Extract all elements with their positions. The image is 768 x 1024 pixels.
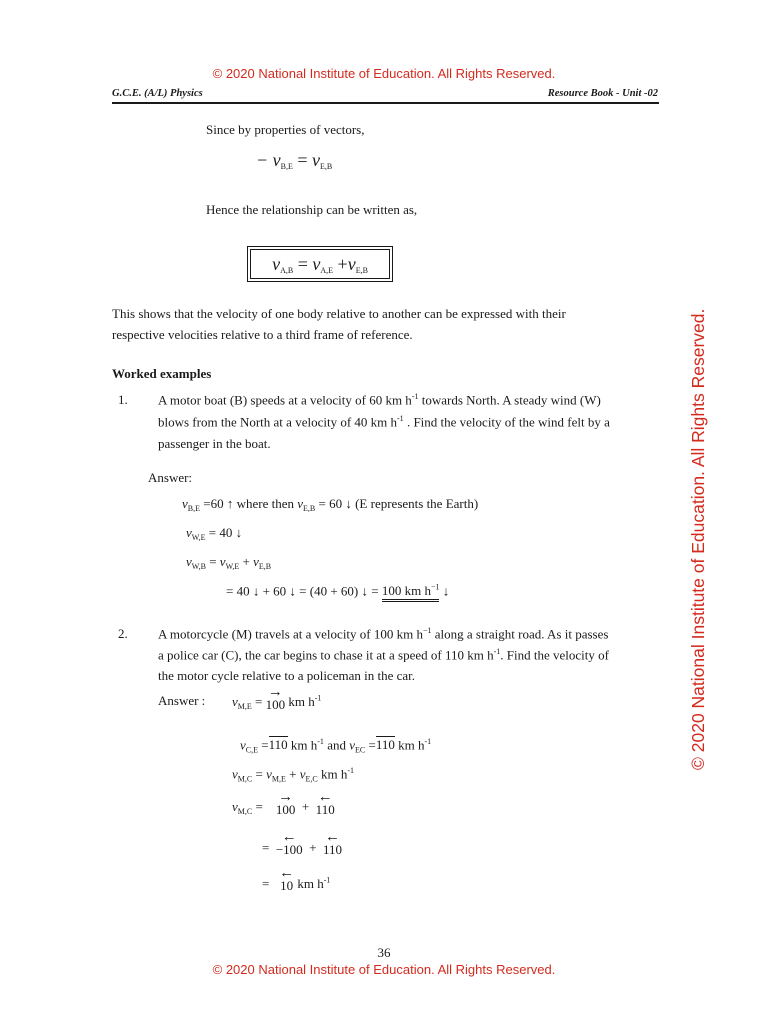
example-2-number: 2. — [118, 626, 128, 641]
equation-negative-vbe: − $v_{B,E} = v_{E,B}$ — [256, 150, 333, 171]
example-1-answer-label: Answer: — [148, 470, 193, 485]
vector-110-left: ← 110 — [315, 789, 335, 817]
intro-line-1: Since by properties of vectors, — [206, 122, 365, 137]
bottom-copyright: © 2020 National Institute of Education. All Rights Reserved. — [212, 962, 556, 977]
header-left: G.C.E. (A/L) Physics — [112, 88, 203, 99]
side-copyright: © 2020 National Institute of Education. All Rights Reserved. — [688, 308, 708, 770]
example-1-question-line-3: passenger in the boat. — [158, 436, 271, 451]
page-number: 36 — [377, 945, 391, 960]
vector-110-left: ← 110 — [323, 829, 343, 857]
example-1-answer-line-4: = 40 ↓ + 60 ↓ = (40 + 60) ↓ = 100 km $h^{-1}$ ↓ — [226, 583, 449, 599]
vector-10-left: ← 10 — [279, 865, 295, 893]
example-2-answer-label: Answer : — [158, 693, 206, 708]
example-2-question-line-3: the motor cycle relative to a policeman in the car. — [158, 668, 416, 683]
example-2-question-line-2: a police car (C), the car begins to chase it at a speed of 110 km $h^{-1}$. Find the velocity of — [158, 647, 609, 663]
example-2-line-2: $v_{C,E} =110$ km $h^{-1}$ and $v_{EC} =110$ km $h^{-1}$ — [240, 737, 432, 755]
example-2-line-1: $v_{M,E}$ = → 100 km $h^{-1}$ — [232, 684, 322, 712]
example-1-number: 1. — [118, 392, 128, 407]
example-2-line-3: $v_{M,C} = v_{M,E} + v_{E,C}$ km $h^{-1}$ — [232, 766, 355, 784]
example-1-answer-line-2: $v_{W,E} = 40$ ↓ — [186, 525, 243, 542]
example-1-answer-line-3: $v_{W,B} = v_{W,E} + v_{E,B}$ — [186, 554, 272, 571]
vector-100-right: → 100 — [275, 789, 296, 817]
intro-line-2: Hence the relationship can be written as, — [206, 202, 418, 217]
top-copyright: © 2020 National Institute of Education. All Rights Reserved. — [212, 66, 556, 81]
example-2-question-line-1: A motorcycle (M) travels at a velocity of 100 km $h^{-1}$ along a straight road. As it passes — [158, 626, 609, 642]
final-answer-underlined: 100 km $h^{-1}$ — [382, 583, 440, 602]
vector-minus-100-left: ← −100 — [275, 829, 303, 857]
header-right: Resource Book - Unit -02 — [547, 88, 658, 99]
boxed-equation: $v_{A,B} = v_{A,E} +v_{E,B}$ — [250, 249, 390, 279]
worked-examples-heading: Worked examples — [112, 366, 212, 381]
example-2-line-6: = ← 10 km $h^{-1}$ — [262, 865, 331, 893]
example-1-question-line-1: A motor boat (B) speeds at a velocity of 60 km $h^{-1}$ towards North. A steady wind (W) — [158, 392, 601, 408]
example-2-line-4: $v_{M,C}$ = → 100 + ← 110 — [232, 789, 335, 817]
header-rule — [112, 102, 659, 104]
example-1-answer-line-1: $v_{B,E} =60$ ↑ where then $v_{E,B} = 60$ ↓ (E represents the Earth) — [182, 496, 479, 513]
example-2-line-5: = ← −100 + ← 110 — [262, 829, 343, 857]
intro-paragraph-2: respective velocities relative to a third frame of reference. — [112, 327, 413, 342]
vector-100-right: → 100 — [265, 684, 286, 712]
intro-paragraph-1: This shows that the velocity of one body relative to another can be expressed with their — [112, 306, 566, 321]
example-1-question-line-2: blows from the North at a velocity of 40 km $h^{-1}$ . Find the velocity of the wind felt by a — [158, 414, 610, 430]
